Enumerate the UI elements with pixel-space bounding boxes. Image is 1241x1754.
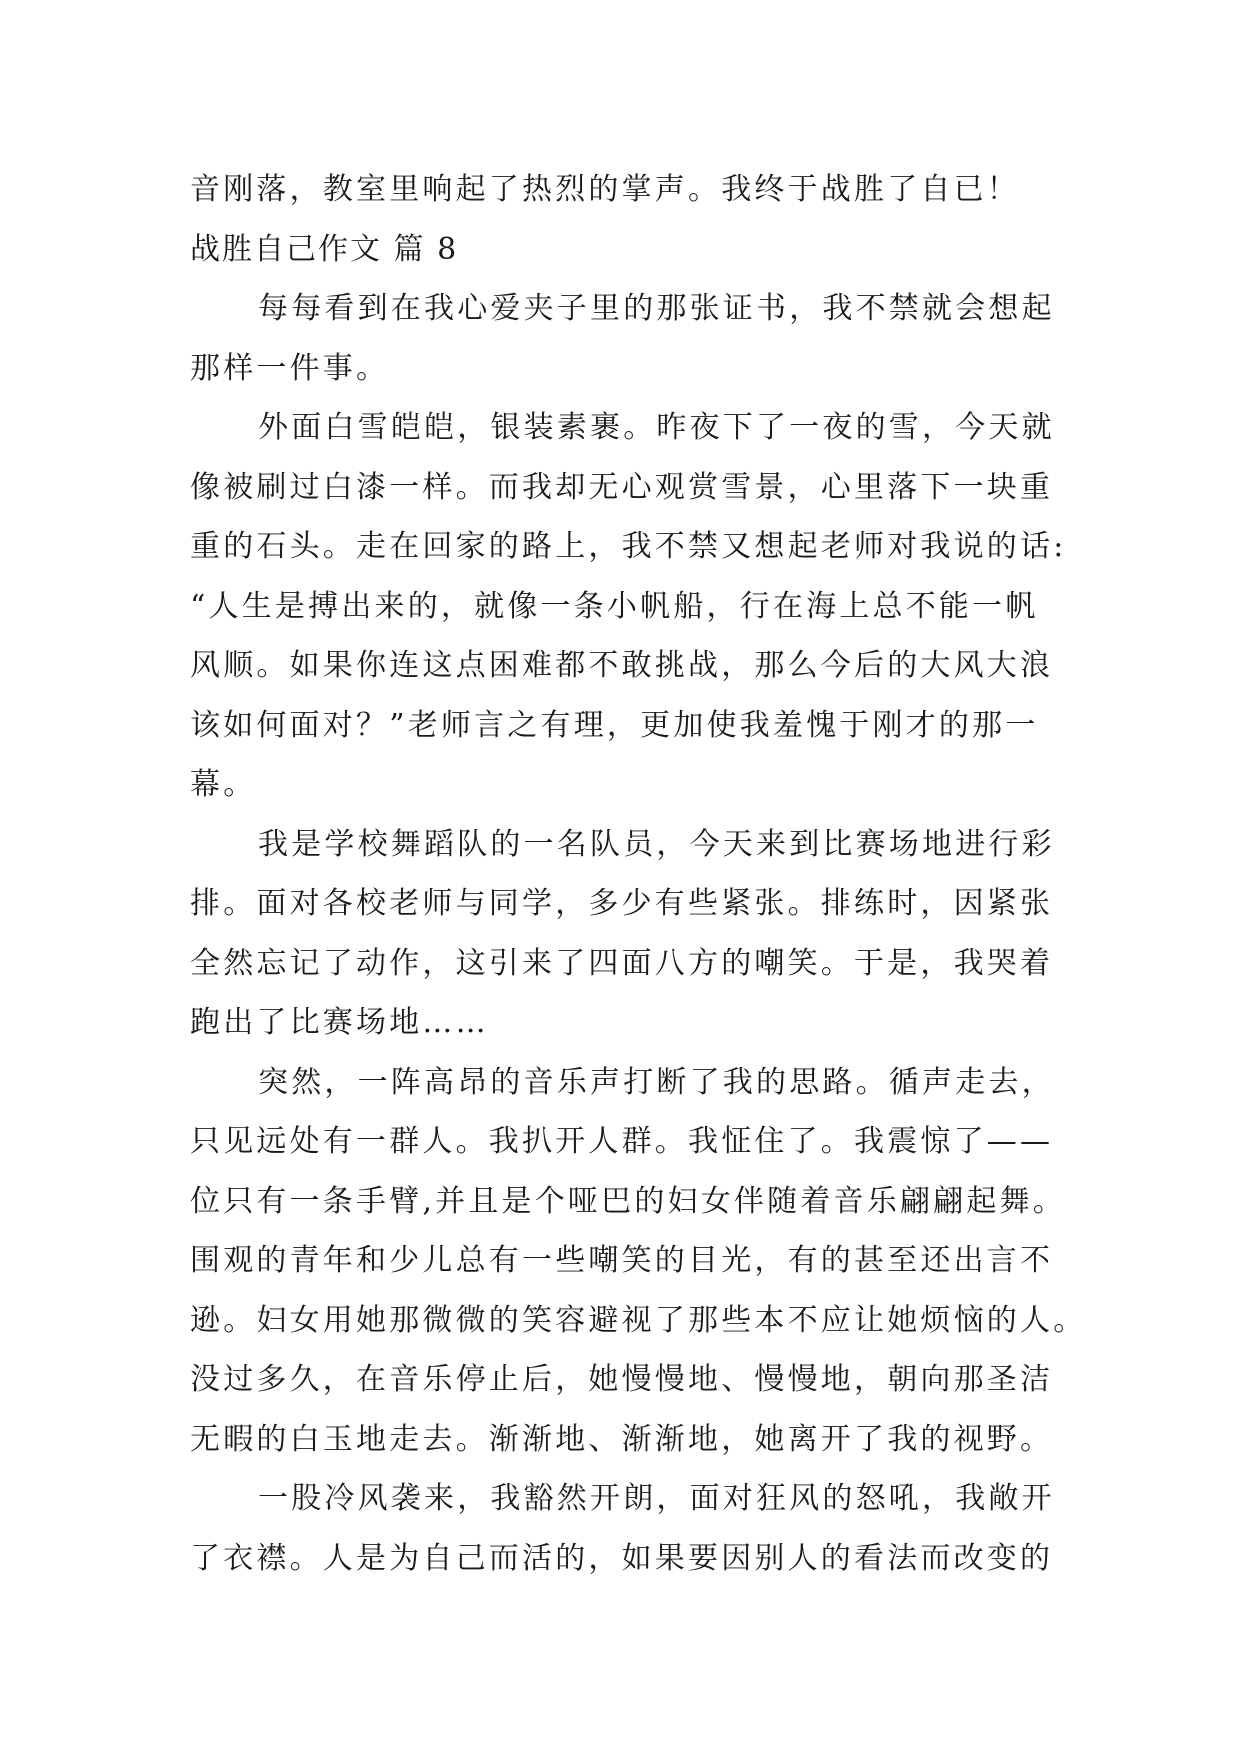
text-line: 那样一件事。 (190, 350, 390, 386)
text-line: 重的石头。走在回家的路上，我不禁又想起老师对我说的话: (190, 529, 1067, 564)
paragraph-first-line: 一股冷风袭来，我豁然开朗，面对狂风的怒吼，我敞开 (258, 1481, 1055, 1516)
text-line: 排。面对各校老师与同学，多少有些紧张。排练时，因紧张 (190, 886, 1054, 921)
text-line: 只见远处有一群人。我扒开人群。我怔住了。我震惊了—— (190, 1124, 1054, 1159)
text-line: “人生是搏出来的，就像一条小帆船，行在海上总不能一帆 (190, 588, 1039, 624)
section-heading: 战胜自己作文 篇 8 (190, 231, 459, 267)
text-line: 像被刷过白漆一样。而我却无心观赏雪景，心里落下一块重 (190, 469, 1054, 505)
paragraph-first-line: 我是学校舞蹈队的一名队员，今天来到比赛场地进行彩 (258, 826, 1055, 862)
text-line: 全然忘记了动作，这引来了四面八方的嘲笑。于是，我哭着 (190, 945, 1054, 981)
text-line: 音刚落，教室里响起了热烈的掌声。我终于战胜了自已！ (190, 172, 1020, 207)
paragraph-first-line: 每每看到在我心爱夹子里的那张证书，我不禁就会想起 (258, 291, 1055, 326)
text-line: 逊。妇女用她那微微的笑容避视了那些本不应让她烦恼的人。 (190, 1302, 1087, 1338)
text-line: 无暇的白玉地走去。渐渐地、渐渐地，她离开了我的视野。 (190, 1421, 1054, 1457)
text-line: 了衣襟。人是为自己而活的，如果要因别人的看法而改变的 (190, 1540, 1054, 1576)
article-body (190, 160, 1087, 1588)
paragraph-first-line: 突然，一阵高昂的音乐声打断了我的思路。循声走去， (258, 1064, 1055, 1100)
text-line: 位只有一条手臂,并且是个哑巴的妇女伴随着音乐翩翩起舞。 (190, 1183, 1066, 1219)
text-line: 风顺。如果你连这点困难都不敢挑战，那么今后的大风大浪 (190, 648, 1054, 683)
text-line: 围观的青年和少儿总有一些嘲笑的目光，有的甚至还出言不 (190, 1243, 1054, 1278)
text-line: 幕。 (190, 767, 257, 802)
text-line: 该如何面对？”老师言之有理，更加使我羞愧于刚才的那一 (190, 707, 1039, 743)
text-line: 跑出了比赛场地…… (190, 1005, 489, 1040)
paragraph-first-line: 外面白雪皑皑，银装素裹。昨夜下了一夜的雪，今天就 (258, 410, 1055, 445)
text-line: 没过多久，在音乐停止后，她慢慢地、慢慢地，朝向那圣洁 (190, 1362, 1054, 1397)
